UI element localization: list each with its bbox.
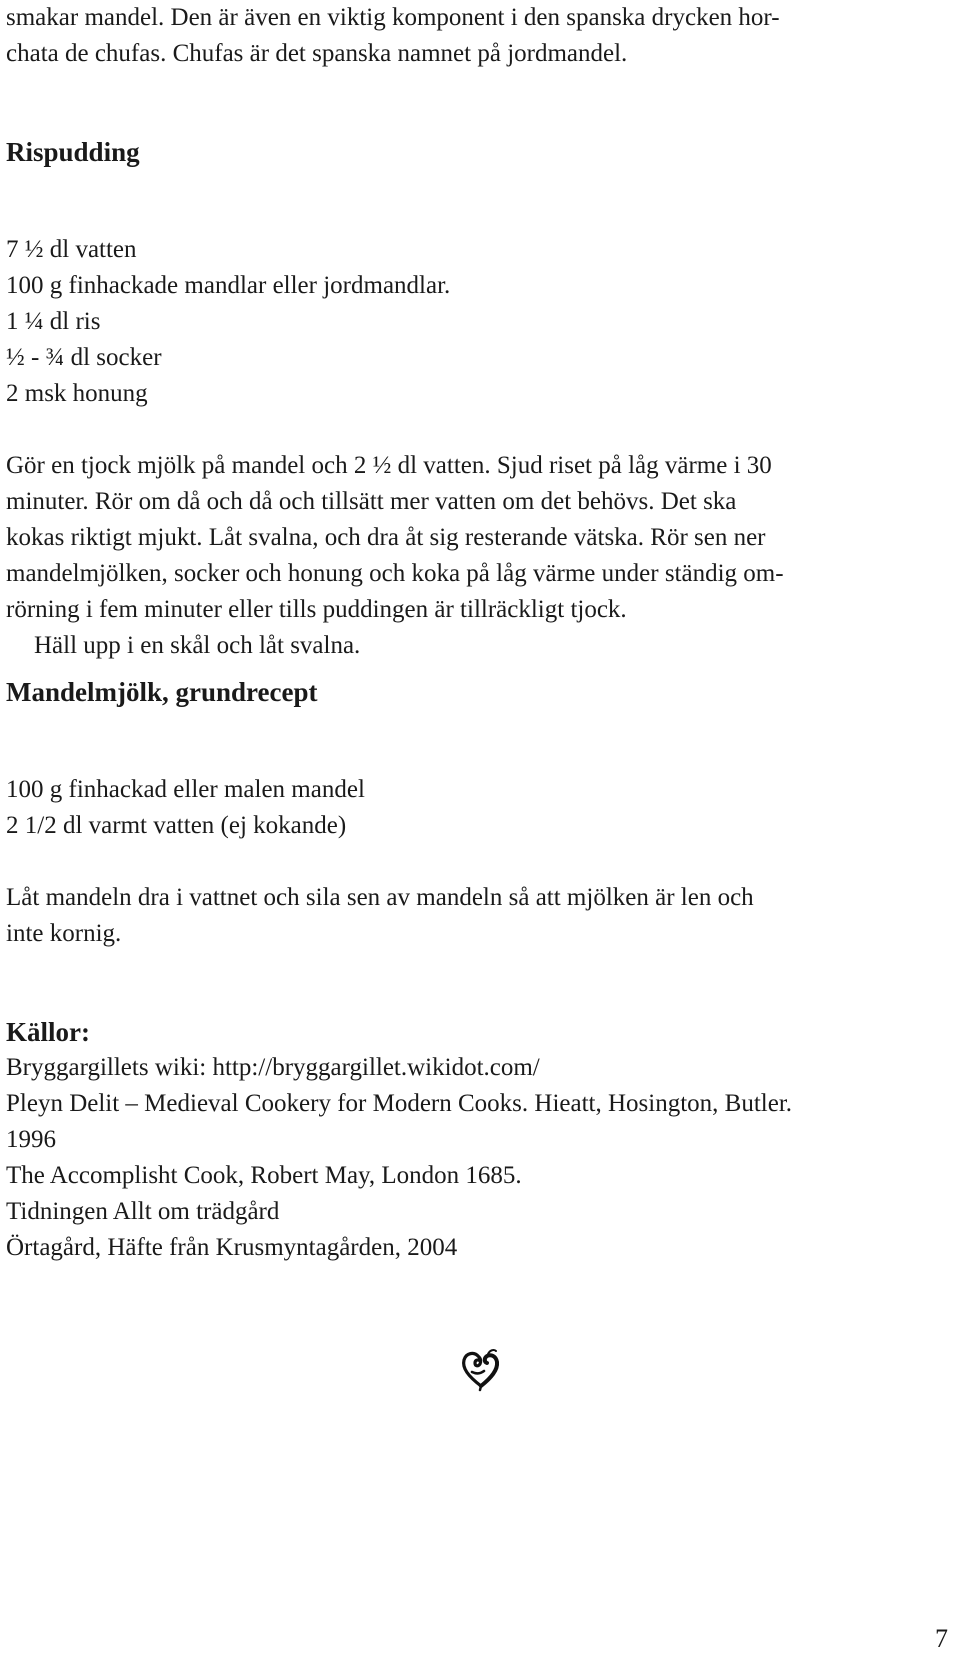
source-item: Örtagård, Häfte från Krusmyntagården, 2004 — [6, 1234, 458, 1261]
mandelmjolk-instructions — [6, 880, 936, 952]
instruction-line: kokas riktigt mjukt. Låt svalna, och dra åt sig resterande vätska. Rör sen ner — [6, 524, 766, 551]
instruction-line: Gör en tjock mjölk på mandel och 2 ½ dl vatten. Sjud riset på låg värme i 30 — [6, 452, 772, 479]
rispudding-instructions — [6, 448, 936, 664]
mandelmjolk-section — [6, 674, 936, 952]
source-item: Pleyn Delit – Medieval Cookery for Modern Cooks. Hieatt, Hosington, Butler. — [6, 1090, 793, 1117]
mandelmjolk-ingredients — [6, 772, 936, 844]
sources-heading: Källor: — [6, 1017, 90, 1047]
ingredient-item: 100 g finhackad eller malen mandel — [6, 776, 365, 803]
intro-paragraph — [6, 0, 936, 72]
rispudding-section — [6, 134, 936, 664]
ingredient-item: 7 ½ dl vatten — [6, 236, 137, 263]
source-item: 1996 — [6, 1126, 56, 1153]
ingredient-item: 2 msk honung — [6, 380, 148, 407]
instruction-line: minuter. Rör om då och då och tillsätt mer vatten om det behövs. Det ska — [6, 488, 737, 515]
page-number: 7 — [935, 1624, 948, 1653]
instruction-line: mandelmjölken, socker och honung och koka på låg värme under ständig om- — [6, 560, 784, 587]
instruction-line: rörning i fem minuter eller tills puddingen är tillräckligt tjock. — [6, 596, 627, 623]
instruction-line: Låt mandeln dra i vattnet och sila sen av mandeln så att mjölken är len och — [6, 884, 754, 911]
source-item: The Accomplisht Cook, Robert May, London 1685. — [6, 1162, 522, 1189]
instruction-line: Häll upp i en skål och låt svalna. — [34, 632, 361, 659]
document-page — [6, 0, 936, 1266]
source-item: Bryggargillets wiki: http://bryggargillet.wikidot.com/ — [6, 1054, 540, 1081]
rispudding-heading: Rispudding — [6, 137, 140, 167]
floral-heart-icon — [458, 1346, 504, 1392]
ingredient-item: 2 1/2 dl varmt vatten (ej kokande) — [6, 812, 347, 839]
sources-section — [6, 1014, 936, 1266]
intro-line: smakar mandel. Den är även en viktig komponent i den spanska drycken hor- — [6, 4, 780, 31]
mandelmjolk-heading: Mandelmjölk, grundrecept — [6, 677, 318, 707]
source-item: Tidningen Allt om trädgård — [6, 1198, 280, 1225]
intro-line: chata de chufas. Chufas är det spanska namnet på jordmandel. — [6, 40, 628, 67]
rispudding-ingredients — [6, 232, 936, 412]
ingredient-item: ½ - ¾ dl socker — [6, 344, 162, 371]
instruction-line: inte kornig. — [6, 920, 122, 947]
ingredient-item: 1 ¼ dl ris — [6, 308, 101, 335]
ingredient-item: 100 g finhackade mandlar eller jordmandlar. — [6, 272, 451, 299]
